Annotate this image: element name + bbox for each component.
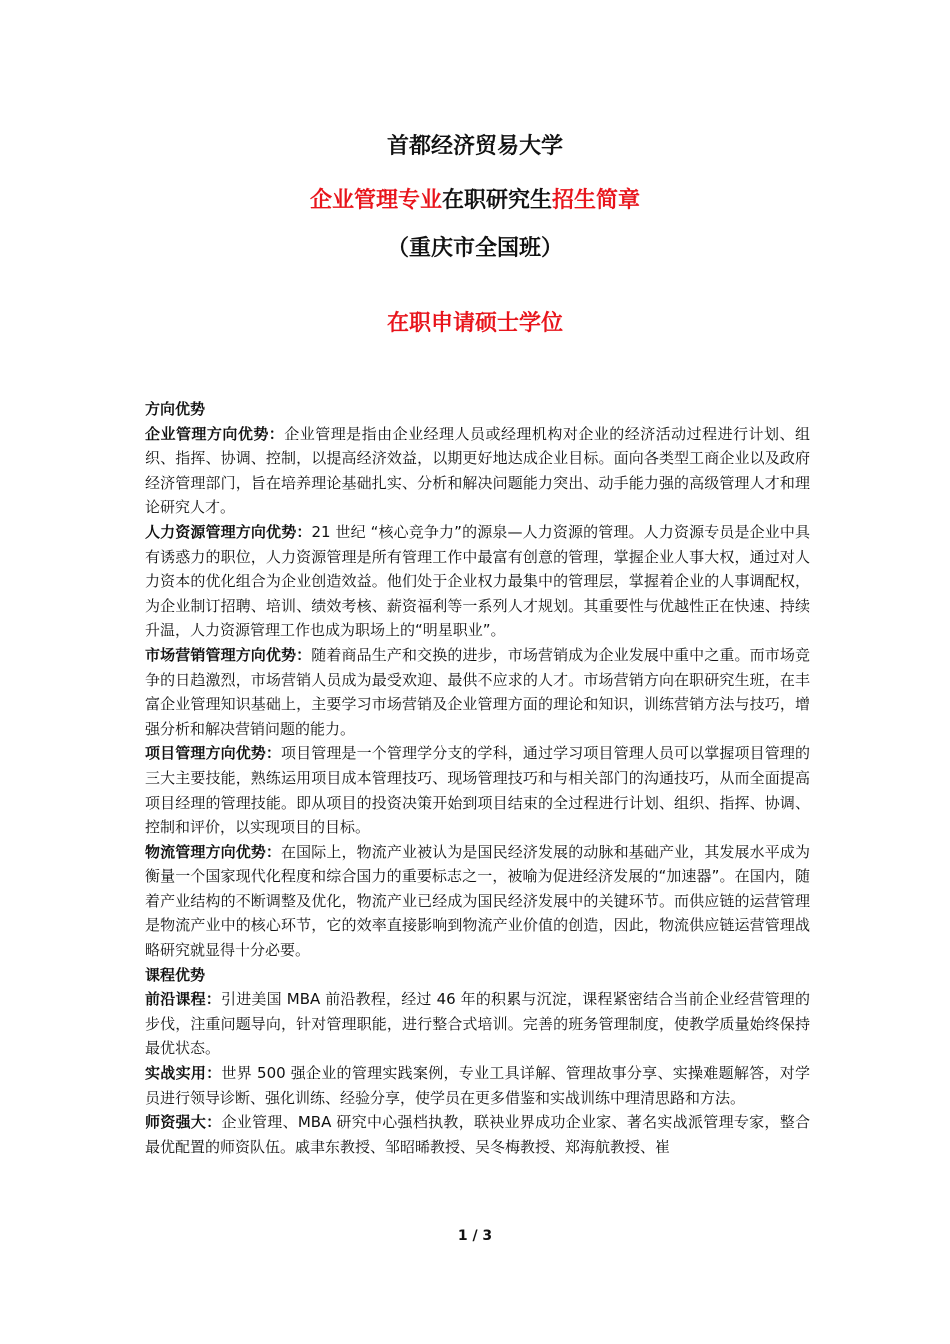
paragraph-text: 世界 500 强企业的管理实践案例，专业工具详解、管理故事分享、实操难题解答，对学员进行领导诊断、强化训练、经验分享，使学员在更多借鉴和实战训练中理清思路和方法。 bbox=[145, 1064, 810, 1107]
paragraph-label: 项目管理方向优势： bbox=[145, 744, 282, 763]
paragraph-label: 企业管理方向优势： bbox=[145, 424, 285, 443]
paragraph-text: 在国际上，物流产业被认为是国民经济发展的动脉和基础产业，其发展水平成为衡量一个国家现代化程度和综合国力的重要标志之一，被喻为促进经济发展的“加速器”。在国内，随着产业结构的不断调整及优化，物流产业已经成为国民经济发展中的关键环节。而供应链的运营管理是物流产业中的核心环节，它的效率直接影响到物流产业价值的创造，因此，物流供应链运营管理战略研究就显得十分必要。 bbox=[145, 842, 810, 960]
paragraph-label: 物流管理方向优势： bbox=[145, 842, 282, 861]
tagline: 在职申请硕士学位 bbox=[386, 311, 563, 336]
paragraph-project-management bbox=[145, 741, 810, 839]
paragraph-text: 随着商品生产和交换的进步，市场营销成为企业发展中重中之重。而市场竞争的日趋激烈，市场营销人员成为最受欢迎、最供不应求的人才。市场营销方向在职研究生班，在丰富企业管理知识基础上，主要学习市场营销及企业管理方面的理论和知识，训练营销方法与技巧，增强分析和解决营销问题的能力。 bbox=[145, 645, 810, 738]
paragraph-human-resources bbox=[145, 520, 810, 643]
university-name: 首都经济贸易大学 bbox=[386, 134, 563, 159]
course-heading: 课程优势 bbox=[145, 965, 206, 984]
paragraph-faculty bbox=[145, 1110, 810, 1159]
page-number: 1 / 3 bbox=[457, 1228, 493, 1244]
paragraph-text: 引进美国 MBA 前沿教程，经过 46 年的积累与沉淀，课程紧密结合当前企业经营管理的步伐，注重问题导向，针对管理职能，进行整合式培训。完善的班务管理制度，使教学质量始终保持最优状态。 bbox=[145, 990, 810, 1058]
paragraph-marketing bbox=[145, 643, 810, 741]
paragraph-label: 前沿课程： bbox=[145, 990, 221, 1009]
direction-heading: 方向优势 bbox=[145, 400, 206, 418]
body-text bbox=[145, 397, 810, 1159]
paragraph-enterprise-management bbox=[145, 422, 810, 520]
title-admission: 招生简章 bbox=[552, 188, 641, 213]
brochure-title bbox=[0, 186, 950, 216]
paragraph-logistics bbox=[145, 840, 810, 963]
subtitle: （重庆市全国班） bbox=[386, 236, 563, 261]
title-major: 企业管理专业 bbox=[309, 188, 442, 213]
paragraph-text: 项目管理是一个管理学分支的学科，通过学习项目管理人员可以掌握项目管理的三大主要技能，熟练运用项目成本管理技巧、现场管理技巧和与相关部门的沟通技巧，从而全面提高项目经理的管理技能。即从项目的投资决策开始到项目结束的全过程进行计划、组织、指挥、协调、控制和评价，以实现项目的目标。 bbox=[145, 744, 810, 837]
paragraph-text: 企业管理、MBA 研究中心强档执教，联袂业界成功企业家、著名实战派管理专家，整合最优配置的师资队伍。戚聿东教授、邹昭晞教授、吴冬梅教授、郑海航教授、崔 bbox=[145, 1113, 810, 1156]
paragraph-label: 人力资源管理方向优势： bbox=[145, 522, 312, 541]
title-program: 在职研究生 bbox=[441, 188, 552, 213]
paragraph-text: 企业管理是指由企业经理人员或经理机构对企业的经济活动过程进行计划、组织、指挥、协调、控制，以提高经济效益，以期更好地达成企业目标。面向各类型工商企业以及政府经济管理部门，旨在培养理论基础扎实、分析和解决问题能力突出、动手能力强的高级管理人才和理论研究人才。 bbox=[145, 424, 810, 517]
paragraph-practical bbox=[145, 1061, 810, 1110]
paragraph-label: 师资强大： bbox=[145, 1113, 222, 1132]
paragraph-text: 21 世纪 “核心竞争力”的源泉—人力资源的管理。人力资源专员是企业中具有诱惑力的职位，人力资源管理是所有管理工作中最富有创意的管理，掌握企业人事大权，通过对人力资本的优化组合为企业创造效益。他们处于企业权力最集中的管理层，掌握着企业的人事调配权，为企业制订招聘、培训、绩效考核、薪资福利等一系列人才规划。其重要性与优越性正在快速、持续升温，人力资源管理工作也成为职场上的“明星职业”。 bbox=[145, 522, 810, 640]
paragraph-label: 实战实用： bbox=[145, 1064, 222, 1083]
paragraph-frontier-courses bbox=[145, 987, 810, 1061]
paragraph-label: 市场营销管理方向优势： bbox=[145, 645, 312, 664]
